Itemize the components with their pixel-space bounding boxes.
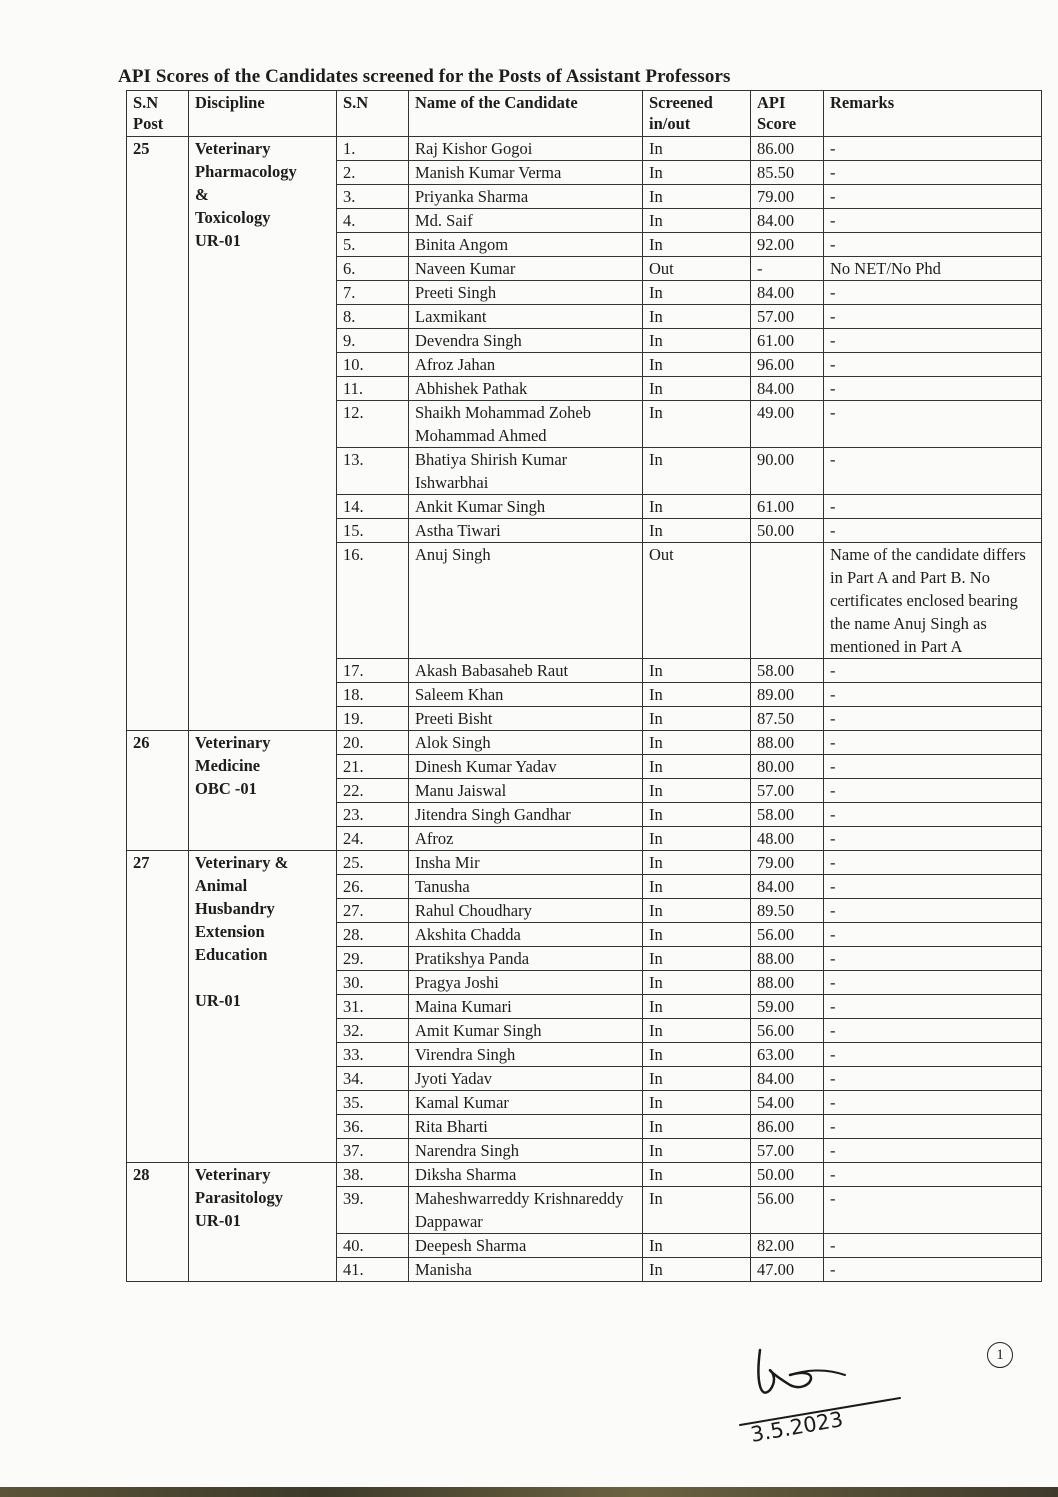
api-score: 59.00	[751, 995, 824, 1019]
candidate-name: Insha Mir	[409, 851, 643, 875]
candidate-name: Amit Kumar Singh	[409, 1019, 643, 1043]
screened-status: In	[643, 1258, 751, 1282]
remarks: -	[824, 731, 1042, 755]
api-score: 89.00	[751, 683, 824, 707]
col-header-screened: Screened in/out	[643, 91, 751, 137]
serial-number: 22.	[337, 779, 409, 803]
screened-status: In	[643, 923, 751, 947]
serial-number: 1.	[337, 137, 409, 161]
candidate-name: Saleem Khan	[409, 683, 643, 707]
api-score: 57.00	[751, 1139, 824, 1163]
remarks: -	[824, 1139, 1042, 1163]
candidate-name: Akash Babasaheb Raut	[409, 659, 643, 683]
serial-number: 26.	[337, 875, 409, 899]
serial-number: 31.	[337, 995, 409, 1019]
serial-number: 12.	[337, 401, 409, 448]
remarks: -	[824, 495, 1042, 519]
candidate-name: Kamal Kumar	[409, 1091, 643, 1115]
candidate-name: Binita Angom	[409, 233, 643, 257]
screened-status: In	[643, 353, 751, 377]
serial-number: 2.	[337, 161, 409, 185]
screened-status: In	[643, 161, 751, 185]
candidate-name: Rita Bharti	[409, 1115, 643, 1139]
col-header-api-score: API Score	[751, 91, 824, 137]
discipline: Veterinary Medicine OBC -01	[189, 731, 337, 851]
serial-number: 8.	[337, 305, 409, 329]
remarks: -	[824, 353, 1042, 377]
api-score: 88.00	[751, 731, 824, 755]
api-score: 88.00	[751, 971, 824, 995]
screened-status: In	[643, 1043, 751, 1067]
serial-number: 14.	[337, 495, 409, 519]
serial-number: 33.	[337, 1043, 409, 1067]
candidate-name: Pragya Joshi	[409, 971, 643, 995]
candidate-name: Manu Jaiswal	[409, 779, 643, 803]
remarks: -	[824, 827, 1042, 851]
remarks: -	[824, 1091, 1042, 1115]
candidate-name: Afroz	[409, 827, 643, 851]
remarks: -	[824, 875, 1042, 899]
remarks: -	[824, 519, 1042, 543]
screened-status: In	[643, 1139, 751, 1163]
candidate-name: Ankit Kumar Singh	[409, 495, 643, 519]
candidate-name: Shaikh Mohammad Zoheb Mohammad Ahmed	[409, 401, 643, 448]
candidate-name: Deepesh Sharma	[409, 1234, 643, 1258]
signature-date: 3.5.2023	[748, 1407, 845, 1447]
screened-status: In	[643, 495, 751, 519]
serial-number: 32.	[337, 1019, 409, 1043]
serial-number: 23.	[337, 803, 409, 827]
candidate-name: Md. Saif	[409, 209, 643, 233]
remarks: -	[824, 851, 1042, 875]
candidate-name: Priyanka Sharma	[409, 185, 643, 209]
api-score: 58.00	[751, 803, 824, 827]
api-score: 61.00	[751, 495, 824, 519]
serial-number: 18.	[337, 683, 409, 707]
api-score: 57.00	[751, 305, 824, 329]
serial-number: 21.	[337, 755, 409, 779]
signature	[730, 1330, 930, 1450]
remarks: -	[824, 401, 1042, 448]
serial-number: 17.	[337, 659, 409, 683]
screened-status: In	[643, 755, 751, 779]
candidate-name: Abhishek Pathak	[409, 377, 643, 401]
api-score: 84.00	[751, 1067, 824, 1091]
candidate-name: Laxmikant	[409, 305, 643, 329]
candidate-name: Narendra Singh	[409, 1139, 643, 1163]
serial-number: 4.	[337, 209, 409, 233]
remarks: -	[824, 971, 1042, 995]
candidate-name: Alok Singh	[409, 731, 643, 755]
api-score: 56.00	[751, 1187, 824, 1234]
api-score: 80.00	[751, 755, 824, 779]
screened-status: In	[643, 803, 751, 827]
api-score: 79.00	[751, 185, 824, 209]
screened-status: In	[643, 281, 751, 305]
remarks: -	[824, 659, 1042, 683]
api-score: 88.00	[751, 947, 824, 971]
candidate-name: Astha Tiwari	[409, 519, 643, 543]
screened-status: In	[643, 1234, 751, 1258]
scan-edge	[0, 1487, 1058, 1497]
screened-status: Out	[643, 543, 751, 659]
serial-number: 9.	[337, 329, 409, 353]
remarks: -	[824, 683, 1042, 707]
screened-status: In	[643, 1067, 751, 1091]
serial-number: 27.	[337, 899, 409, 923]
post-number: 26	[127, 731, 189, 851]
api-scores-table	[126, 90, 1042, 1282]
col-header-post: S.N Post	[127, 91, 189, 137]
screened-status: In	[643, 947, 751, 971]
candidate-name: Diksha Sharma	[409, 1163, 643, 1187]
serial-number: 37.	[337, 1139, 409, 1163]
candidate-name: Manisha	[409, 1258, 643, 1282]
serial-number: 3.	[337, 185, 409, 209]
remarks: -	[824, 947, 1042, 971]
candidate-name: Anuj Singh	[409, 543, 643, 659]
remarks: -	[824, 377, 1042, 401]
remarks: -	[824, 1043, 1042, 1067]
remarks: -	[824, 281, 1042, 305]
screened-status: In	[643, 1019, 751, 1043]
candidate-name: Manish Kumar Verma	[409, 161, 643, 185]
post-number: 25	[127, 137, 189, 731]
col-header-remarks: Remarks	[824, 91, 1042, 137]
table-header-row	[127, 91, 1042, 137]
col-header-sn: S.N	[337, 91, 409, 137]
screened-status: Out	[643, 257, 751, 281]
screened-status: In	[643, 827, 751, 851]
screened-status: In	[643, 305, 751, 329]
screened-status: In	[643, 329, 751, 353]
screened-status: In	[643, 731, 751, 755]
api-score: 56.00	[751, 923, 824, 947]
candidate-name: Tanusha	[409, 875, 643, 899]
api-score: 92.00	[751, 233, 824, 257]
screened-status: In	[643, 233, 751, 257]
remarks: Name of the candidate differs in Part A and Part B. No certificates enclosed bearing the name Anuj Singh as mentioned in Part A	[824, 543, 1042, 659]
serial-number: 20.	[337, 731, 409, 755]
serial-number: 36.	[337, 1115, 409, 1139]
screened-status: In	[643, 519, 751, 543]
api-score: 89.50	[751, 899, 824, 923]
api-score: 61.00	[751, 329, 824, 353]
signature-drawing	[730, 1330, 930, 1450]
api-score: 50.00	[751, 1163, 824, 1187]
candidate-name: Dinesh Kumar Yadav	[409, 755, 643, 779]
remarks: -	[824, 755, 1042, 779]
candidate-name: Preeti Bisht	[409, 707, 643, 731]
candidate-name: Maina Kumari	[409, 995, 643, 1019]
screened-status: In	[643, 448, 751, 495]
remarks: -	[824, 448, 1042, 495]
serial-number: 39.	[337, 1187, 409, 1234]
table-row	[127, 731, 1042, 755]
screened-status: In	[643, 779, 751, 803]
screened-status: In	[643, 185, 751, 209]
discipline: Veterinary Pharmacology & Toxicology UR-01	[189, 137, 337, 731]
candidate-name: Bhatiya Shirish Kumar Ishwarbhai	[409, 448, 643, 495]
discipline: Veterinary Parasitology UR-01	[189, 1163, 337, 1282]
remarks: -	[824, 1067, 1042, 1091]
serial-number: 25.	[337, 851, 409, 875]
remarks: -	[824, 1258, 1042, 1282]
api-score: 48.00	[751, 827, 824, 851]
remarks: -	[824, 1019, 1042, 1043]
serial-number: 41.	[337, 1258, 409, 1282]
screened-status: In	[643, 377, 751, 401]
table-body	[127, 137, 1042, 1282]
screened-status: In	[643, 137, 751, 161]
candidate-name: Maheshwarreddy Krishnareddy Dappawar	[409, 1187, 643, 1234]
serial-number: 40.	[337, 1234, 409, 1258]
screened-status: In	[643, 851, 751, 875]
screened-status: In	[643, 707, 751, 731]
screened-status: In	[643, 1187, 751, 1234]
remarks: -	[824, 995, 1042, 1019]
candidate-name: Jyoti Yadav	[409, 1067, 643, 1091]
col-header-name: Name of the Candidate	[409, 91, 643, 137]
candidate-name: Preeti Singh	[409, 281, 643, 305]
serial-number: 11.	[337, 377, 409, 401]
serial-number: 35.	[337, 1091, 409, 1115]
remarks: -	[824, 185, 1042, 209]
serial-number: 13.	[337, 448, 409, 495]
api-score: 54.00	[751, 1091, 824, 1115]
screened-status: In	[643, 659, 751, 683]
table-row	[127, 1163, 1042, 1187]
api-score: -	[751, 257, 824, 281]
api-score: 58.00	[751, 659, 824, 683]
api-score: 96.00	[751, 353, 824, 377]
post-number: 28	[127, 1163, 189, 1282]
remarks: -	[824, 1187, 1042, 1234]
api-score: 86.00	[751, 137, 824, 161]
api-score: 87.50	[751, 707, 824, 731]
serial-number: 19.	[337, 707, 409, 731]
screened-status: In	[643, 1163, 751, 1187]
serial-number: 6.	[337, 257, 409, 281]
screened-status: In	[643, 1091, 751, 1115]
api-score: 63.00	[751, 1043, 824, 1067]
api-score: 85.50	[751, 161, 824, 185]
remarks: -	[824, 707, 1042, 731]
col-header-discipline: Discipline	[189, 91, 337, 137]
remarks: -	[824, 1234, 1042, 1258]
serial-number: 15.	[337, 519, 409, 543]
serial-number: 7.	[337, 281, 409, 305]
api-score: 84.00	[751, 377, 824, 401]
serial-number: 5.	[337, 233, 409, 257]
api-score: 57.00	[751, 779, 824, 803]
page-number: 1	[987, 1342, 1013, 1368]
serial-number: 34.	[337, 1067, 409, 1091]
remarks: -	[824, 233, 1042, 257]
candidate-name: Naveen Kumar	[409, 257, 643, 281]
api-score	[751, 543, 824, 659]
api-score: 86.00	[751, 1115, 824, 1139]
screened-status: In	[643, 971, 751, 995]
candidate-name: Jitendra Singh Gandhar	[409, 803, 643, 827]
remarks: -	[824, 923, 1042, 947]
candidate-name: Rahul Choudhary	[409, 899, 643, 923]
candidate-name: Akshita Chadda	[409, 923, 643, 947]
api-score: 84.00	[751, 281, 824, 305]
candidate-name: Devendra Singh	[409, 329, 643, 353]
screened-status: In	[643, 899, 751, 923]
serial-number: 28.	[337, 923, 409, 947]
serial-number: 30.	[337, 971, 409, 995]
candidate-name: Raj Kishor Gogoi	[409, 137, 643, 161]
remarks: -	[824, 1115, 1042, 1139]
serial-number: 29.	[337, 947, 409, 971]
api-score: 79.00	[751, 851, 824, 875]
api-score: 84.00	[751, 209, 824, 233]
remarks: -	[824, 899, 1042, 923]
candidate-name: Pratikshya Panda	[409, 947, 643, 971]
discipline: Veterinary & Animal Husbandry Extension Education UR-01	[189, 851, 337, 1163]
api-score: 50.00	[751, 519, 824, 543]
screened-status: In	[643, 683, 751, 707]
screened-status: In	[643, 209, 751, 233]
page-title: API Scores of the Candidates screened for the Posts of Assistant Professors	[118, 66, 731, 87]
screened-status: In	[643, 1115, 751, 1139]
remarks: -	[824, 329, 1042, 353]
api-score: 84.00	[751, 875, 824, 899]
screened-status: In	[643, 875, 751, 899]
serial-number: 10.	[337, 353, 409, 377]
remarks: -	[824, 779, 1042, 803]
serial-number: 24.	[337, 827, 409, 851]
remarks: -	[824, 1163, 1042, 1187]
table-row	[127, 137, 1042, 161]
candidate-name: Afroz Jahan	[409, 353, 643, 377]
candidate-name: Virendra Singh	[409, 1043, 643, 1067]
table-row	[127, 851, 1042, 875]
screened-status: In	[643, 995, 751, 1019]
remarks: -	[824, 305, 1042, 329]
remarks: No NET/No Phd	[824, 257, 1042, 281]
api-score: 82.00	[751, 1234, 824, 1258]
post-number: 27	[127, 851, 189, 1163]
serial-number: 16.	[337, 543, 409, 659]
api-score: 56.00	[751, 1019, 824, 1043]
remarks: -	[824, 803, 1042, 827]
screened-status: In	[643, 401, 751, 448]
remarks: -	[824, 209, 1042, 233]
remarks: -	[824, 161, 1042, 185]
remarks: -	[824, 137, 1042, 161]
api-score: 49.00	[751, 401, 824, 448]
serial-number: 38.	[337, 1163, 409, 1187]
api-score: 47.00	[751, 1258, 824, 1282]
api-score: 90.00	[751, 448, 824, 495]
